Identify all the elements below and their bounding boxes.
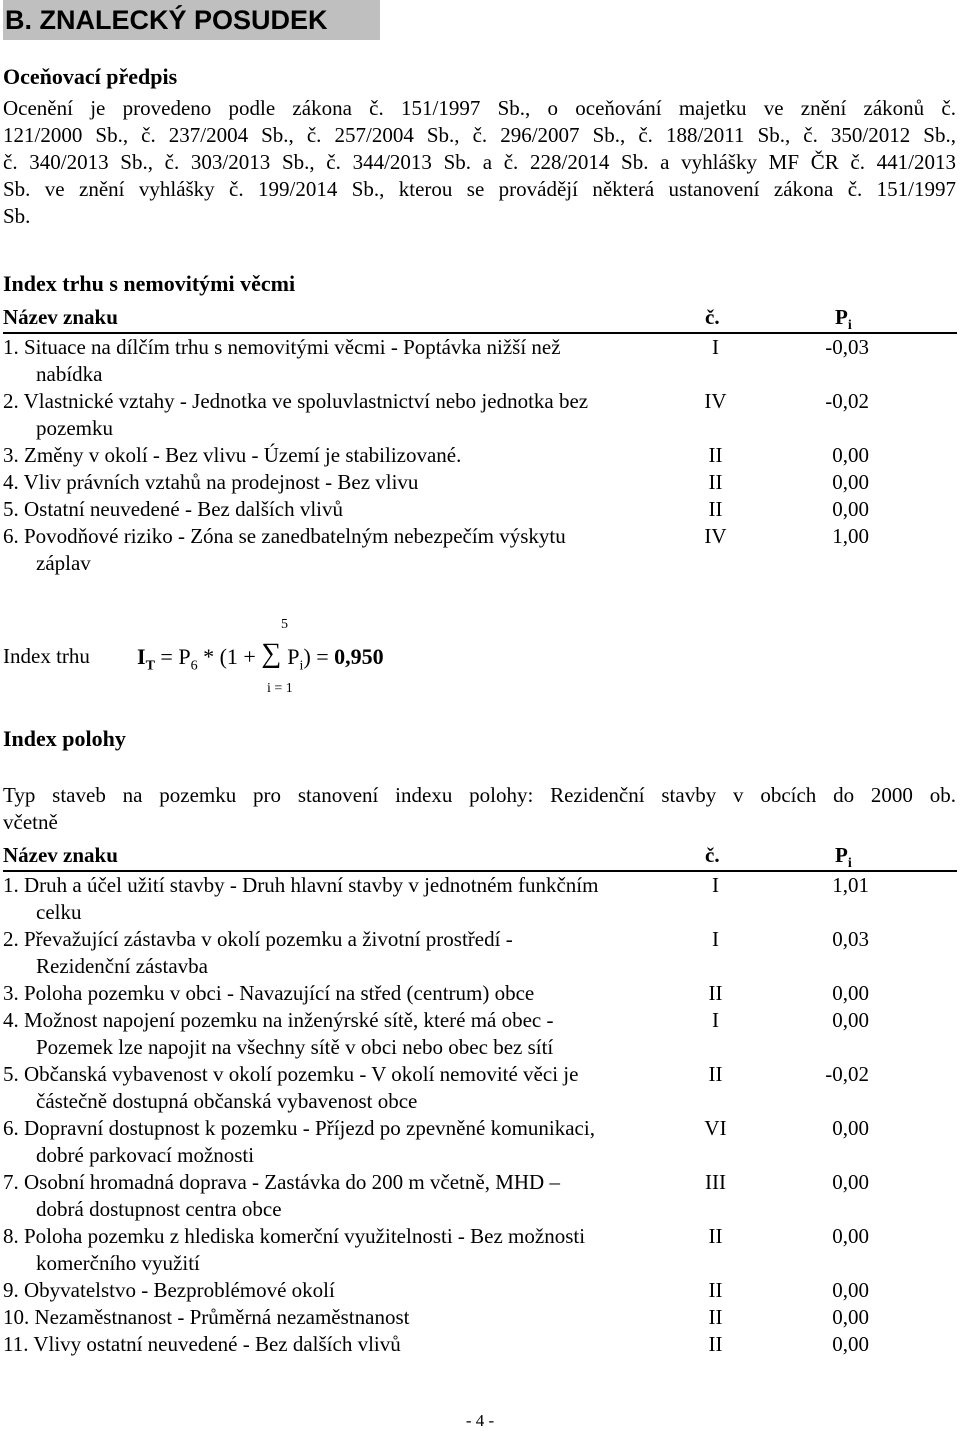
section-title: B. ZNALECKÝ POSUDEK bbox=[3, 0, 380, 40]
sum-symbol: ∑ bbox=[261, 638, 282, 669]
row-pi-value: 0,00 bbox=[832, 1278, 869, 1302]
row-name bbox=[3, 1223, 693, 1277]
row-name bbox=[3, 1061, 693, 1115]
row-pi-value: 1,00 bbox=[832, 524, 869, 548]
market-index-heading: Index trhu s nemovitými věcmi bbox=[3, 271, 296, 296]
row-name-line: 1. Druh a účel užití stavby - Druh hlavní stavby v jednotném funkčním bbox=[3, 873, 599, 897]
row-name-line: záplav bbox=[36, 551, 91, 575]
row-name-line: 3. Změny v okolí - Bez vlivu - Území je stabilizované. bbox=[3, 443, 462, 467]
row-name bbox=[3, 1277, 693, 1304]
row-category: II bbox=[708, 1224, 723, 1248]
table-row bbox=[3, 1169, 957, 1223]
row-category: II bbox=[708, 1062, 723, 1086]
row-name bbox=[3, 1304, 693, 1331]
row-name-line: Pozemek lze napojit na všechny sítě v obci nebo obec bez sítí bbox=[36, 1035, 554, 1059]
row-name-line: 11. Vlivy ostatní neuvedené - Bez dalších vlivů bbox=[3, 1332, 401, 1356]
row-pi-value: 0,00 bbox=[832, 1008, 869, 1032]
row-name bbox=[3, 1331, 693, 1358]
table-row bbox=[3, 926, 957, 980]
row-name-line: 5. Ostatní neuvedené - Bez dalších vlivů bbox=[3, 497, 343, 521]
row-name-line: 1. Situace na dílčím trhu s nemovitými věcmi - Poptávka nižší než bbox=[3, 335, 561, 359]
row-name-line: 7. Osobní hromadná doprava - Zastávka do 200 m včetně, MHD – bbox=[3, 1170, 560, 1194]
row-pi-value: -0,02 bbox=[825, 389, 869, 413]
pi-label: P bbox=[835, 843, 848, 867]
row-name bbox=[3, 1007, 693, 1061]
formula-p2-sub: i bbox=[299, 658, 304, 674]
row-name-line: 10. Nezaměstnanost - Průměrná nezaměstnanost bbox=[3, 1305, 410, 1329]
table-row bbox=[3, 496, 957, 523]
valuation-heading: Oceňovací předpis bbox=[3, 64, 178, 89]
valuation-line: Sb. ve znění vyhlášky č. 199/2014 Sb., kterou se provádějí některá ustanovení zákona č. 151/1997 bbox=[3, 177, 956, 201]
table-row bbox=[3, 334, 957, 388]
row-name bbox=[3, 469, 693, 496]
row-category: I bbox=[712, 1008, 719, 1032]
row-pi-value: 0,00 bbox=[832, 1305, 869, 1329]
formula-mid: * (1 + bbox=[203, 644, 256, 669]
row-name-line: 4. Možnost napojení pozemku na inženýrské sítě, které má obec - bbox=[3, 1008, 554, 1032]
formula-lhs-sub: T bbox=[145, 658, 155, 674]
row-pi-value: 0,00 bbox=[832, 1224, 869, 1248]
row-category: III bbox=[705, 1170, 726, 1194]
row-name-line: 2. Převažující zástavba v okolí pozemku a životní prostředí - bbox=[3, 927, 513, 951]
row-name-line: 6. Dopravní dostupnost k pozemku - Příjezd po zpevněné komunikaci, bbox=[3, 1116, 595, 1140]
valuation-line: 121/2000 Sb., č. 237/2004 Sb., č. 257/2004 Sb., č. 296/2007 Sb., č. 188/2011 Sb., č. 350/2012 Sb., bbox=[3, 123, 956, 147]
location-index-heading: Index polohy bbox=[3, 726, 126, 751]
location-type-line: včetně bbox=[3, 810, 58, 834]
row-category: VI bbox=[704, 1116, 727, 1140]
valuation-line: Ocenění je provedeno podle zákona č. 151/1997 Sb., o oceňování majetku ve znění zákonů č. bbox=[3, 96, 956, 120]
row-category: I bbox=[712, 873, 719, 897]
table-row bbox=[3, 442, 957, 469]
pi-subscript: i bbox=[847, 318, 852, 334]
valuation-line: Sb. bbox=[3, 204, 31, 228]
row-category: I bbox=[712, 927, 719, 951]
column-pi-header bbox=[835, 843, 852, 872]
row-name bbox=[3, 496, 693, 523]
row-category: IV bbox=[704, 389, 727, 413]
row-pi-value: 0,00 bbox=[832, 443, 869, 467]
pi-label: P bbox=[835, 305, 848, 329]
column-category-header: č. bbox=[705, 843, 720, 867]
row-pi-value: 0,00 bbox=[832, 1170, 869, 1194]
formula-eq: = P bbox=[160, 644, 191, 669]
row-category: I bbox=[712, 335, 719, 359]
formula-p-sub: 6 bbox=[190, 658, 198, 674]
row-pi-value: 0,00 bbox=[832, 1116, 869, 1140]
location-index-table-header bbox=[3, 841, 957, 872]
row-name bbox=[3, 442, 693, 469]
column-category-header: č. bbox=[705, 305, 720, 329]
location-type-line: Typ staveb na pozemku pro stanovení indexu polohy: Rezidenční stavby v obcích do 2000 ob. bbox=[3, 783, 956, 807]
row-name bbox=[3, 1115, 693, 1169]
formula-close: ) = bbox=[303, 644, 329, 669]
row-name-line: nabídka bbox=[36, 362, 103, 386]
row-category: II bbox=[708, 1305, 723, 1329]
row-name bbox=[3, 980, 693, 1007]
sum-lower-bound: i = 1 bbox=[267, 681, 293, 696]
valuation-paragraph bbox=[3, 95, 956, 230]
table-row bbox=[3, 523, 957, 577]
row-name bbox=[3, 388, 693, 442]
row-name-line: 8. Poloha pozemku z hlediska komerční využitelnosti - Bez možnosti bbox=[3, 1224, 586, 1248]
table-row bbox=[3, 1304, 957, 1331]
row-pi-value: -0,03 bbox=[825, 335, 869, 359]
row-name-line: Rezidenční zástavba bbox=[36, 954, 208, 978]
row-category: IV bbox=[704, 524, 727, 548]
valuation-line: č. 340/2013 Sb., č. 303/2013 Sb., č. 344/2013 Sb. a č. 228/2014 Sb. a vyhlášky MF ČR č. 441/2013 bbox=[3, 150, 956, 174]
row-name-line: 6. Povodňové riziko - Zóna se zanedbatelným nebezpečím výskytu bbox=[3, 524, 566, 548]
table-row bbox=[3, 1061, 957, 1115]
row-name-line: pozemku bbox=[36, 416, 113, 440]
table-row bbox=[3, 872, 957, 926]
table-row bbox=[3, 1277, 957, 1304]
row-category: II bbox=[708, 1332, 723, 1356]
table-row bbox=[3, 1331, 957, 1358]
table-row bbox=[3, 469, 957, 496]
column-name-header: Název znaku bbox=[3, 305, 118, 329]
market-index-formula bbox=[137, 640, 384, 674]
row-name-line: komerčního využití bbox=[36, 1251, 200, 1275]
row-name bbox=[3, 1169, 693, 1223]
row-pi-value: 1,01 bbox=[832, 873, 869, 897]
row-pi-value: -0,02 bbox=[825, 1062, 869, 1086]
row-name bbox=[3, 523, 693, 577]
row-pi-value: 0,00 bbox=[832, 1332, 869, 1356]
row-pi-value: 0,00 bbox=[832, 497, 869, 521]
row-pi-value: 0,00 bbox=[832, 981, 869, 1005]
table-row bbox=[3, 1223, 957, 1277]
table-row bbox=[3, 1115, 957, 1169]
formula-p2: P bbox=[287, 644, 300, 669]
table-row bbox=[3, 388, 957, 442]
row-category: II bbox=[708, 443, 723, 467]
table-row bbox=[3, 1007, 957, 1061]
formula-result: 0,950 bbox=[334, 644, 384, 669]
row-pi-value: 0,00 bbox=[832, 470, 869, 494]
row-name-line: celku bbox=[36, 900, 82, 924]
row-category: II bbox=[708, 981, 723, 1005]
market-index-table-header bbox=[3, 303, 957, 334]
row-pi-value: 0,03 bbox=[832, 927, 869, 951]
table-row bbox=[3, 980, 957, 1007]
row-name bbox=[3, 926, 693, 980]
pi-subscript: i bbox=[847, 856, 852, 872]
page-number: - 4 - bbox=[465, 1411, 495, 1430]
sum-upper-bound: 5 bbox=[281, 617, 288, 632]
column-pi-header bbox=[835, 305, 852, 334]
formula-lhs: I bbox=[137, 644, 146, 669]
location-type-paragraph bbox=[3, 782, 956, 836]
row-name-line: částečně dostupná občanská vybavenost obce bbox=[36, 1089, 418, 1113]
row-name bbox=[3, 872, 693, 926]
row-name-line: 5. Občanská vybavenost v okolí pozemku - V okolí nemovité věci je bbox=[3, 1062, 579, 1086]
row-name-line: 9. Obyvatelstvo - Bezproblémové okolí bbox=[3, 1278, 335, 1302]
row-name-line: 2. Vlastnické vztahy - Jednotka ve spoluvlastnictví nebo jednotka bez bbox=[3, 389, 589, 413]
row-name-line: dobré parkovací možnosti bbox=[36, 1143, 255, 1167]
row-category: II bbox=[708, 1278, 723, 1302]
market-index-formula-label: Index trhu bbox=[3, 644, 90, 668]
column-name-header: Název znaku bbox=[3, 843, 118, 867]
row-name-line: 4. Vliv právních vztahů na prodejnost - Bez vlivu bbox=[3, 470, 419, 494]
row-name-line: 3. Poloha pozemku v obci - Navazující na střed (centrum) obce bbox=[3, 981, 535, 1005]
row-name-line: dobrá dostupnost centra obce bbox=[36, 1197, 282, 1221]
row-category: II bbox=[708, 497, 723, 521]
row-category: II bbox=[708, 470, 723, 494]
row-name bbox=[3, 334, 693, 388]
